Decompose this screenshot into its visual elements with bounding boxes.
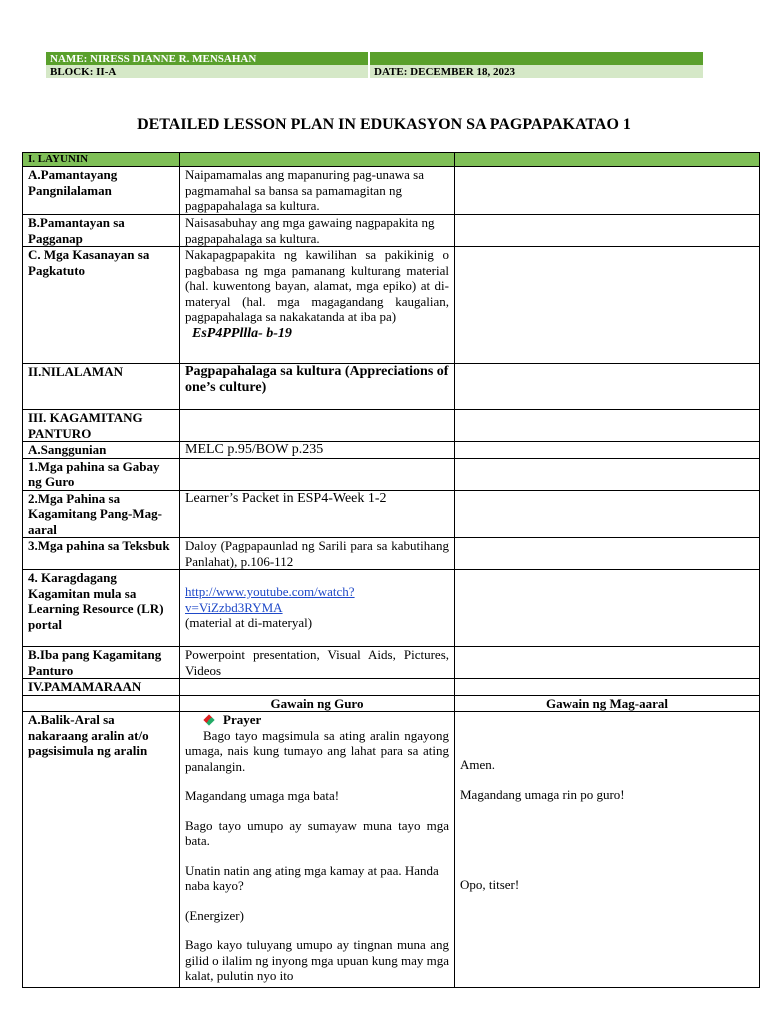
youtube-link[interactable] bbox=[185, 584, 355, 615]
row-content: Naisasabuhay ang mga gawaing nagpapakita ng pagpapahalaga sa kultura. bbox=[180, 215, 455, 247]
table-row bbox=[23, 490, 760, 538]
student-line: Opo, titser! bbox=[460, 877, 520, 892]
table-row bbox=[23, 647, 760, 679]
competency-code: EsP4PPllla- b-19 bbox=[192, 325, 292, 341]
row-label: 3.Mga pahina sa Teksbuk bbox=[23, 538, 180, 570]
table-row bbox=[23, 410, 760, 442]
header-info bbox=[46, 52, 703, 78]
table-row bbox=[23, 458, 760, 490]
teacher-name: NAME: NIRESS DIANNE R. MENSAHAN bbox=[46, 52, 369, 65]
row-label: B.Iba pang Kagamitang Panturo bbox=[23, 647, 180, 679]
row-content: Naipamamalas ang mapanuring pag-unawa sa pagmamahal sa bansa sa pamamagitan ng pagpapahalaga sa kultura. bbox=[180, 167, 455, 215]
row-label: 1.Mga pahina sa Gabay ng Guro bbox=[23, 458, 180, 490]
prayer-title: Prayer bbox=[223, 712, 262, 727]
section-row bbox=[23, 153, 760, 167]
table-row bbox=[23, 538, 760, 570]
date-label: DATE: DECEMBER 18, 2023 bbox=[369, 65, 703, 78]
column-header-guro: Gawain ng Guro bbox=[180, 695, 455, 712]
student-activity bbox=[455, 712, 760, 988]
teacher-line: Magandang umaga mga bata! bbox=[185, 788, 340, 803]
header-blank bbox=[369, 52, 703, 65]
youtube-link-line2[interactable]: v=ViZzbd3RYMA bbox=[185, 599, 283, 615]
table-row bbox=[23, 247, 760, 364]
row-content: MELC p.95/BOW p.235 bbox=[180, 442, 455, 459]
table-row bbox=[23, 442, 760, 459]
table-row bbox=[23, 679, 760, 696]
row-label: C. Mga Kasanayan sa Pagkatuto bbox=[23, 247, 180, 364]
lesson-plan-table bbox=[22, 152, 760, 988]
table-row bbox=[23, 167, 760, 215]
student-line: Magandang umaga rin po guro! bbox=[460, 786, 625, 802]
column-header-mag-aaral: Gawain ng Mag-aaral bbox=[455, 695, 760, 712]
table-row bbox=[23, 364, 760, 410]
teacher-line: Bago tayo magsimula sa ating aralin ngayong umaga, nais kung tumayo ang lahat para sa ating panalangin. bbox=[185, 727, 449, 774]
row-label: II.NILALAMAN bbox=[23, 364, 180, 410]
kasanayan-text: Nakapagpapakita ng kawilihan sa pakikinig o pagbabasa ng mga pamanang kulturang material (hal. kuwentong bayan, alamat, mga epiko) at di-materyal (hal. mga magagandang kaugalian, pagpapahalaga sa nakakatanda at iba pa) bbox=[185, 247, 449, 324]
document-title: DETAILED LESSON PLAN IN EDUKASYON SA PAGPAPAKATAO 1 bbox=[137, 116, 631, 133]
lr-note: (material at di-materyal) bbox=[185, 615, 313, 630]
row-label: A.Pamantayang Pangnilalaman bbox=[23, 167, 180, 215]
row-label: A.Balik-Aral sa nakaraang aralin at/o pagsisimula ng aralin bbox=[23, 712, 180, 988]
table-row bbox=[23, 712, 760, 988]
table-row bbox=[23, 570, 760, 647]
row-label: III. KAGAMITANG PANTURO bbox=[23, 410, 180, 442]
prayer-bullet-icon bbox=[203, 714, 214, 725]
row-label: IV.PAMAMARAAN bbox=[23, 679, 180, 696]
row-content: Powerpoint presentation, Visual Aids, Pictures, Videos bbox=[180, 647, 455, 679]
student-line: Amen. bbox=[460, 757, 496, 772]
row-content: Pagpapahalaga sa kultura (Appreciations of one’s culture) bbox=[180, 364, 455, 410]
row-label: 2.Mga Pahina sa Kagamitang Pang-Mag-aaral bbox=[23, 490, 180, 538]
table-row bbox=[23, 215, 760, 247]
block-label: BLOCK: II-A bbox=[46, 65, 369, 78]
teacher-line: Bago tayo umupo ay sumayaw muna tayo mga bata. bbox=[185, 817, 449, 848]
row-label: 4. Karagdagang Kagamitan mula sa Learning Resource (LR) portal bbox=[23, 570, 180, 647]
row-content: Daloy (Pagpapaunlad ng Sarili para sa kabutihang Panlahat), p.106-112 bbox=[180, 538, 455, 570]
teacher-line: Bago kayo tuluyang umupo ay tingnan muna ang gilid o ilalim ng inyong mga upuan kung may mga kalat, pulutin nyo ito bbox=[185, 937, 449, 983]
teacher-line: (Energizer) bbox=[185, 907, 244, 923]
row-label: B.Pamantayan sa Pagganap bbox=[23, 215, 180, 247]
youtube-link-line1[interactable]: http://www.youtube.com/watch? bbox=[185, 584, 355, 599]
row-label: A.Sanggunian bbox=[23, 442, 180, 459]
row-content: Learner’s Packet in ESP4-Week 1-2 bbox=[180, 490, 455, 538]
section-layunin: I. LAYUNIN bbox=[23, 153, 180, 167]
teacher-activity bbox=[180, 712, 455, 988]
row-content bbox=[180, 570, 455, 647]
teacher-line: Unatin natin ang ating mga kamay at paa. Handa naba kayo? bbox=[185, 862, 439, 893]
row-content bbox=[180, 247, 455, 364]
table-row bbox=[23, 695, 760, 712]
